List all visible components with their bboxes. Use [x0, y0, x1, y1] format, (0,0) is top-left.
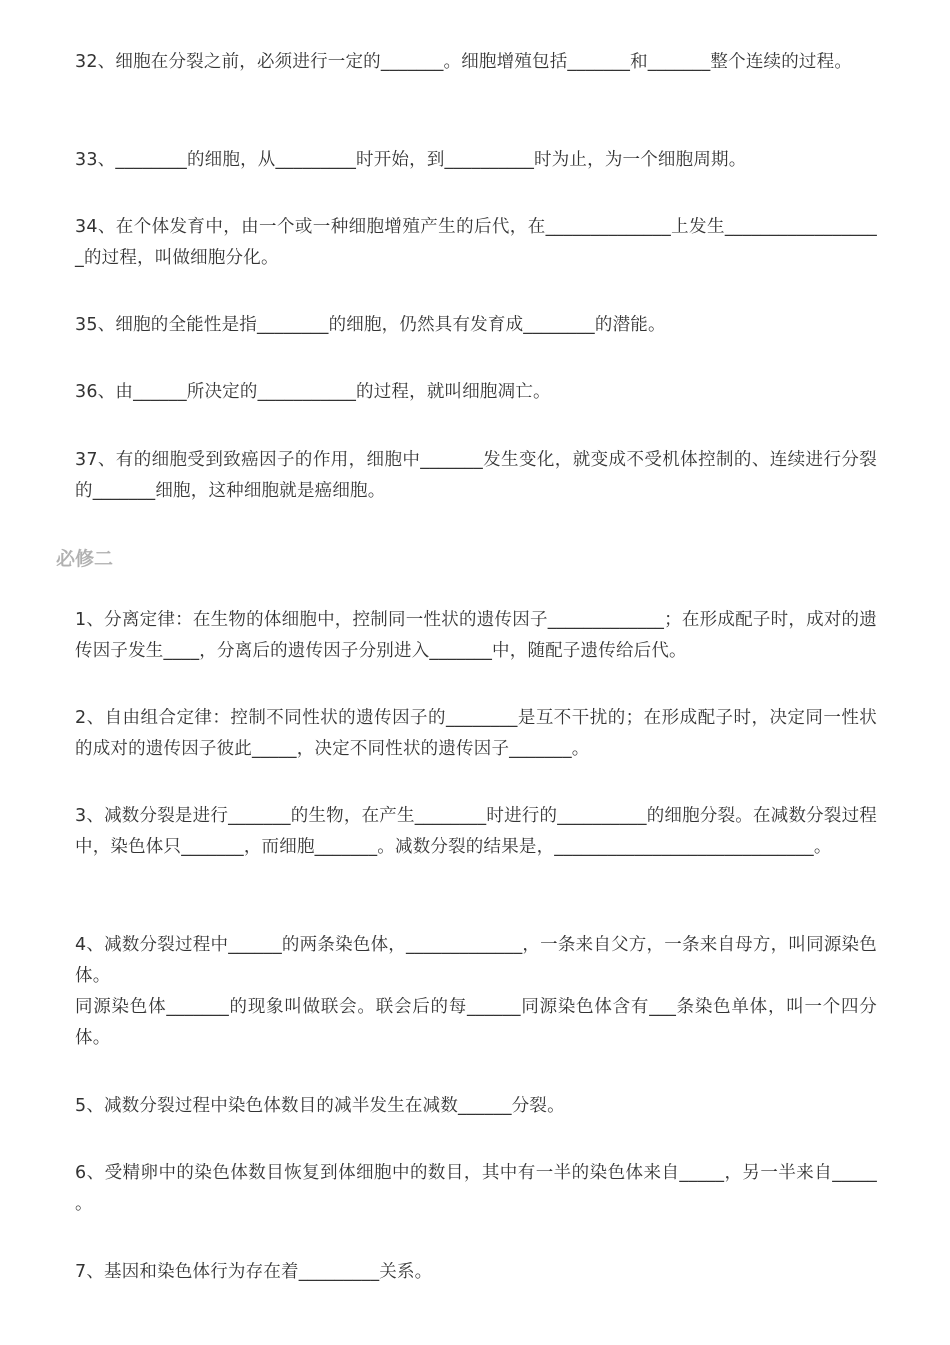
- question-b5: 5、减数分裂过程中染色体数目的减半发生在减数______分裂。: [75, 1096, 565, 1116]
- question-33: 33、________的细胞，从_________时开始，到__________时为止，为一个细胞周期。: [75, 150, 747, 170]
- question-b1: 1、分离定律：在生物的体细胞中，控制同一性状的遗传因子_____________；在形成配子时，成对的遗传因子发生____，分离后的遗传因子分别进入_______中，随配子遗传给后代。: [75, 610, 877, 661]
- question-34: 34、在个体发育中，由一个或一种细胞增殖产生的后代，在______________上发生__________________的过程，叫做细胞分化。: [75, 217, 877, 268]
- question-36: 36、由______所决定的___________的过程，就叫细胞凋亡。: [75, 382, 551, 402]
- section-title: 必修二: [56, 548, 114, 570]
- question-b3: 3、减数分裂是进行_______的生物，在产生________时进行的__________的细胞分裂。在减数分裂过程中，染色体只_______，而细胞_______。减数分裂的结果是，_____________________________。: [75, 806, 877, 857]
- question-b4-part2: 同源染色体_______的现象叫做联会。联会后的每______同源染色体含有___条染色单体，叫一个四分体。: [75, 997, 877, 1048]
- question-b2: 2、自由组合定律：控制不同性状的遗传因子的________是互不干扰的；在形成配子时，决定同一性状的成对的遗传因子彼此_____，决定不同性状的遗传因子_______。: [75, 708, 877, 759]
- question-b6: 6、受精卵中的染色体数目恢复到体细胞中的数目，其中有一半的染色体来自_____，另一半来自_____ 。: [75, 1163, 877, 1214]
- question-37: 37、有的细胞受到致癌因子的作用，细胞中_______发生变化，就变成不受机体控制的、连续进行分裂的_______细胞，这种细胞就是癌细胞。: [75, 450, 877, 501]
- question-b7: 7、基因和染色体行为存在着_________关系。: [75, 1262, 433, 1282]
- question-35: 35、细胞的全能性是指________的细胞，仍然具有发育成________的潜能。: [75, 315, 666, 335]
- question-b4: [75, 930, 877, 1054]
- question-32: 32、细胞在分裂之前，必须进行一定的_______。细胞增殖包括_______和_______整个连续的过程。: [75, 52, 853, 72]
- question-b4-part1: 4、减数分裂过程中______的两条染色体，_____________，一条来自父方，一条来自母方，叫同源染色体。: [75, 935, 877, 986]
